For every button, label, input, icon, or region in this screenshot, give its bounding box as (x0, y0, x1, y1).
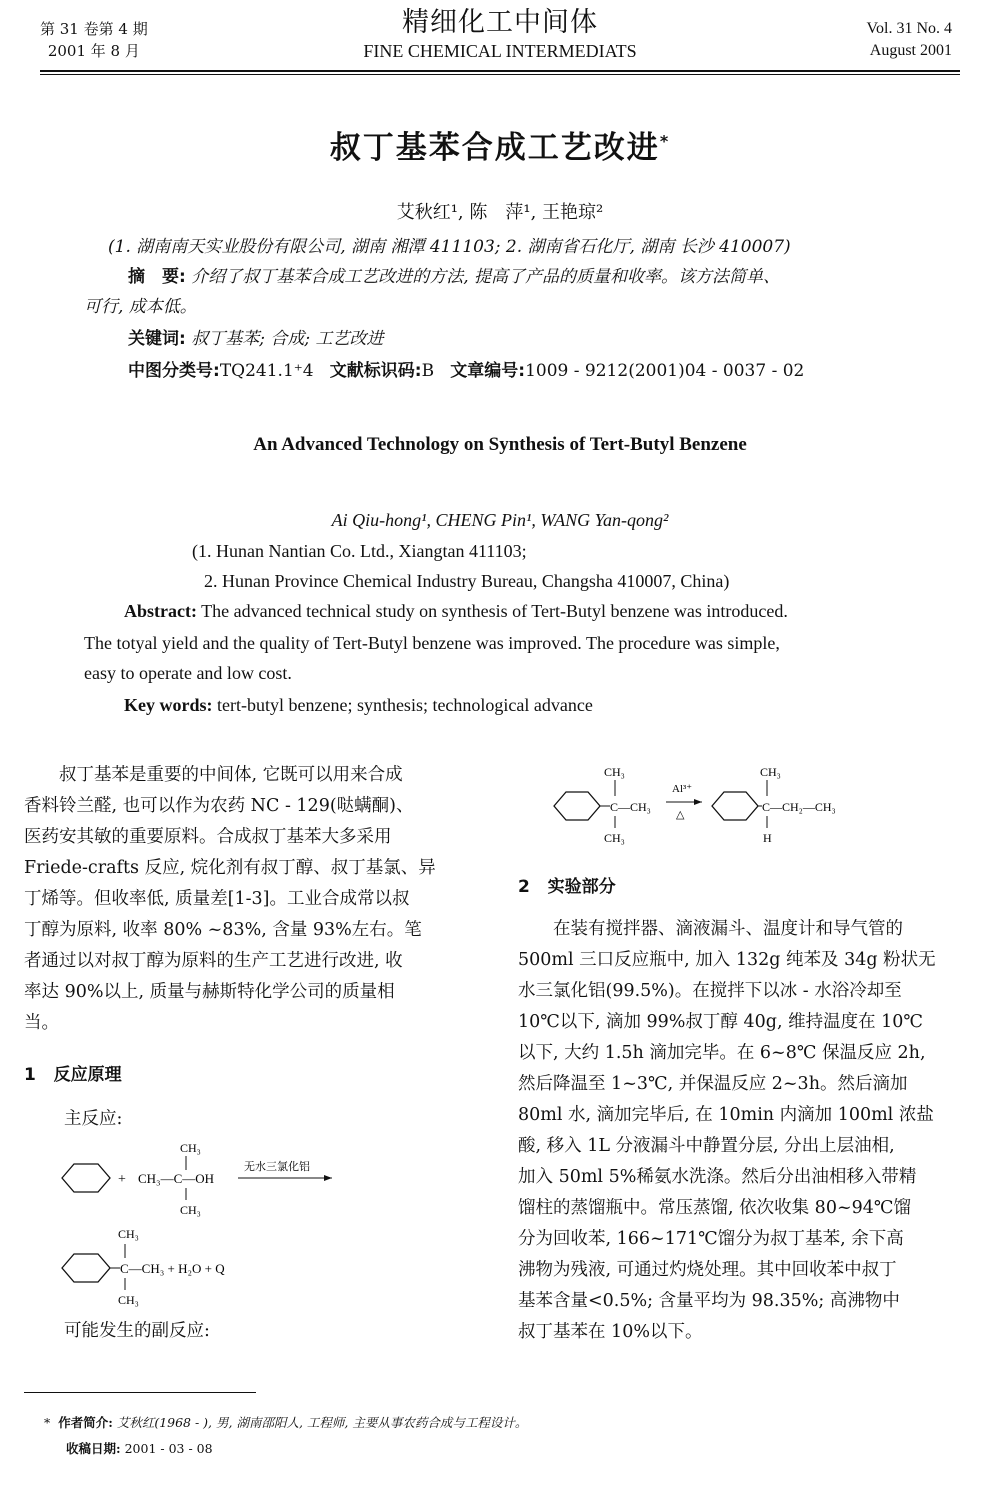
plus-sign: + (118, 1172, 126, 1187)
product-formula: C—CH₃ + H₂O + Q (120, 1261, 225, 1276)
date-en: August 2001 (869, 42, 952, 59)
article-number-value: 1009 - 9212(2001)04 - 0037 - 02 (525, 361, 805, 381)
experimental-line: 基苯含量<0.5%; 含量平均为 98.35%; 高沸物中 (518, 1291, 900, 1311)
volume-issue-en: Vol. 31 No. 4 (866, 20, 952, 37)
intro-line: Friede-crafts 反应, 烷化剂有叔丁醇、叔丁基氯、异 (24, 858, 436, 878)
experimental-line: 10℃以下, 滴加 99%叔丁醇 40g, 维持温度在 10℃ (518, 1012, 923, 1032)
benzene-ring-icon (62, 1164, 110, 1192)
side-reaction-label: 可能发生的副反应: (64, 1321, 210, 1341)
intro-line: 叔丁基苯是重要的中间体, 它既可以用来合成 (59, 765, 403, 785)
experimental-line: 叔丁基苯在 10%以下。 (518, 1322, 703, 1342)
footnote-rule (24, 1392, 256, 1393)
section-2-title: 实验部分 (547, 877, 616, 897)
section-1-title: 反应原理 (53, 1065, 122, 1085)
experimental-line: 80ml 水, 滴加完毕后, 在 10min 内滴加 100ml 浓盐 (518, 1105, 934, 1125)
product-ch3-top: CH₃ (118, 1227, 139, 1241)
heat-symbol: △ (676, 809, 685, 821)
intro-line: 丁烯等。但收率低, 质量差[1-3]。工业合成常以叔 (24, 889, 410, 909)
keywords-cn-label: 关键词: (128, 329, 186, 349)
clc-label: 中图分类号: (128, 361, 220, 381)
journal-name-cn: 精细化工中间体 (402, 7, 598, 38)
journal-header (300, 6, 700, 62)
volume-issue-cn: 第 31 卷第 4 期 (40, 20, 148, 38)
abstract-cn-label: 摘 要: (128, 267, 186, 287)
experimental-line: 然后降温至 1~3℃, 并保温反应 2~3h。然后滴加 (518, 1074, 908, 1094)
footnote-mark: * (44, 1415, 51, 1430)
product-formula: C—CH₂—CH₃ (762, 800, 836, 814)
title-footnote-mark: * (659, 131, 671, 151)
doc-code-label: 文献标识码: (329, 361, 422, 381)
experimental-line: 在装有搅拌器、滴液漏斗、温度计和导气管的 (553, 919, 903, 939)
section-1-number: 1 (24, 1065, 36, 1085)
product-ch3-bottom: CH₃ (118, 1293, 139, 1307)
main-reaction-scheme (50, 1134, 350, 1312)
authors-en: Ai Qiu-hong¹, CHENG Pin¹, WANG Yan-qong² (331, 510, 669, 530)
abstract-en-line2: The totyal yield and the quality of Tert-Butyl benzene was improved. The procedure was simple, (84, 633, 780, 653)
experimental-line: 分为回收苯, 166~171℃馏分为叔丁基苯, 余下高 (518, 1229, 904, 1249)
benzene-ring-icon (712, 792, 758, 820)
intro-paragraph (24, 760, 476, 1039)
section-2-number: 2 (518, 877, 530, 897)
product-hydrogen: H (763, 831, 772, 845)
experimental-line: 馏柱的蒸馏瓶中。常压蒸馏, 依次收集 80~94℃馏 (518, 1198, 911, 1218)
clc-value: TQ241.1⁺4 (219, 361, 314, 381)
reagent-ch3-bottom: CH₃ (180, 1203, 201, 1217)
footnote-author-label: 作者简介: (58, 1415, 113, 1430)
intro-line: 者通过以对叔丁醇为原料的生产工艺进行改进, 收 (24, 951, 403, 971)
main-reaction-label: 主反应: (64, 1109, 123, 1129)
paper-title-cn (0, 122, 1000, 167)
header-volume-en (867, 18, 953, 62)
experimental-line: 以下, 大约 1.5h 滴加完毕。在 6~8℃ 保温反应 2h, (518, 1043, 926, 1063)
abstract-en-text1: The advanced technical study on synthesis of Tert-Butyl benzene was introduced. (201, 601, 788, 621)
header-rule (40, 70, 960, 72)
classification-line (128, 356, 804, 386)
affiliation-en-line1: (1. Hunan Nantian Co. Ltd., Xiangtan 411103; (192, 541, 527, 561)
footnote-author-text: 艾秋红(1968 - ), 男, 湖南邵阳人, 工程师, 主要从事农药合成与工程设计。 (116, 1415, 528, 1430)
experimental-line: 加入 50ml 5%稀氨水洗涤。然后分出油相移入带精 (518, 1167, 917, 1187)
footnote-received (66, 1438, 213, 1460)
experimental-line: 水三氯化铝(99.5%)。在搅拌下以冰 - 水浴冷却至 (518, 981, 902, 1001)
date-cn: 2001 年 8 月 (47, 42, 140, 60)
reactant-formula: C—CH₃ (610, 800, 651, 814)
reactant-ch3-bottom: CH₃ (604, 831, 625, 845)
section-1-heading (24, 1060, 122, 1085)
footnote-date-label: 收稿日期: (66, 1441, 121, 1456)
footnote-date-value: 2001 - 03 - 08 (124, 1441, 213, 1456)
experimental-paragraph (518, 914, 970, 1348)
side-reaction-scheme (548, 756, 878, 852)
intro-line: 医药安其敏的重要原料。合成叔丁基苯大多采用 (24, 827, 392, 847)
abstract-en-label: Abstract: (124, 601, 197, 621)
catalyst-label: Al³⁺ (672, 783, 693, 795)
journal-name-en: FINE CHEMICAL INTERMEDIATS (363, 41, 637, 61)
keywords-en (124, 690, 593, 720)
experimental-line: 酸, 移入 1L 分液漏斗中静置分层, 分出上层油相, (518, 1136, 895, 1156)
benzene-ring-icon (62, 1254, 110, 1282)
article-number-label: 文章编号: (450, 361, 526, 381)
arrow-head-icon (694, 799, 702, 805)
abstract-cn-line1 (128, 262, 780, 292)
footnote-author (44, 1412, 527, 1434)
keywords-en-text: tert-butyl benzene; synthesis; technological advance (217, 695, 593, 715)
keywords-en-label: Key words: (124, 695, 213, 715)
keywords-cn (128, 324, 383, 354)
header-rule-thin (40, 74, 960, 75)
affiliation-en-line2: 2. Hunan Province Chemical Industry Bureau, Changsha 410007, China) (204, 571, 730, 591)
abstract-cn-line2: 可行, 成本低。 (84, 297, 197, 317)
abstract-cn-text1: 介绍了叔丁基苯合成工艺改进的方法, 提高了产品的质量和收率。该方法简单、 (191, 267, 781, 287)
header-volume-cn (40, 18, 148, 62)
paper-title-en: An Advanced Technology on Synthesis of Tert-Butyl Benzene (253, 434, 747, 455)
authors-cn: 艾秋红¹, 陈 萍¹, 王艳琼² (396, 202, 604, 223)
intro-line: 香料铃兰醛, 也可以作为农药 NC - 129(哒螨酮)、 (24, 796, 414, 816)
section-2-heading (518, 872, 616, 897)
experimental-line: 500ml 三口反应瓶中, 加入 132g 纯苯及 34g 粉状无 (518, 950, 936, 970)
experimental-line: 沸物为残液, 可通过灼烧处理。其中回收苯中叔丁 (518, 1260, 897, 1280)
product-ch3-top: CH₃ (760, 765, 781, 779)
intro-line: 当。 (24, 1013, 59, 1033)
intro-line: 丁醇为原料, 收率 80% ~83%, 含量 93%左右。笔 (24, 920, 422, 940)
arrow-head-icon (324, 1175, 332, 1181)
affiliation-cn: (1. 湖南南天实业股份有限公司, 湖南 湘潭 411103; 2. 湖南省石化厅, 湖南 长沙 410007) (108, 237, 791, 257)
doc-code-value: B (421, 361, 435, 381)
abstract-en-line1 (124, 596, 788, 626)
title-text: 叔丁基苯合成工艺改进 (329, 130, 660, 166)
reaction-condition: 无水三氯化铝 (244, 1161, 310, 1173)
benzene-ring-icon (554, 792, 600, 820)
tert-butanol-formula: CH₃—C—OH (138, 1171, 215, 1186)
keywords-cn-text: 叔丁基苯; 合成; 工艺改进 (191, 329, 384, 349)
abstract-en-line3: easy to operate and low cost. (84, 663, 292, 683)
reactant-ch3-top: CH₃ (604, 765, 625, 779)
intro-line: 率达 90%以上, 质量与赫斯特化学公司的质量相 (24, 982, 395, 1002)
reagent-ch3-top: CH₃ (180, 1141, 201, 1155)
